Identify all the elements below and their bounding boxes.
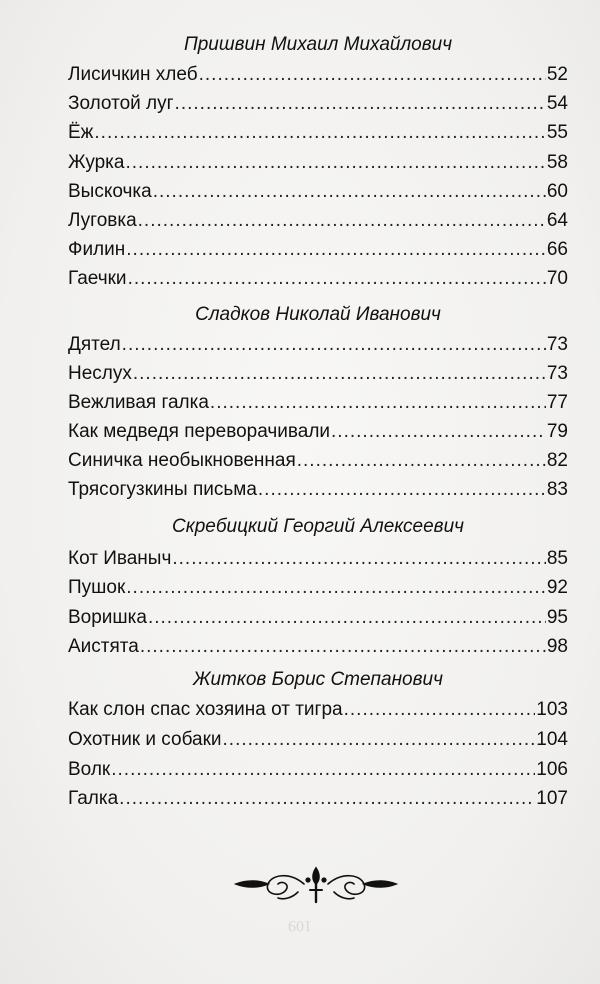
entry-title: Кот Иваныч — [68, 548, 172, 569]
toc-entry — [68, 332, 568, 356]
entry-page: 92 — [546, 577, 568, 598]
leader-dots — [122, 334, 546, 356]
author-heading: Пришвин Михаил Михайлович — [183, 34, 453, 55]
author-heading: Скребицкий Георгий Алексеевич — [172, 516, 464, 537]
toc-entry — [68, 179, 568, 203]
entry-page: 107 — [536, 788, 568, 809]
entry-page: 60 — [546, 181, 568, 202]
toc-entry — [68, 361, 568, 385]
entry-page: 64 — [546, 210, 568, 231]
toc-entry — [68, 266, 568, 290]
entry-title: Как слон спас хозяина от тигра — [68, 699, 343, 720]
entry-page: 58 — [546, 152, 568, 173]
entry-page: 83 — [546, 479, 568, 500]
entry-title: Филин — [68, 239, 126, 260]
toc-entry — [68, 91, 568, 115]
toc-entry — [68, 757, 568, 781]
leader-dots — [153, 181, 546, 203]
entry-page: 79 — [546, 421, 568, 442]
leader-dots — [119, 788, 535, 810]
entry-title: Синичка необыкновенная — [68, 450, 296, 471]
entry-title: Неслух — [68, 363, 132, 384]
toc-entry — [68, 575, 568, 599]
entry-title: Журка — [68, 152, 125, 173]
entry-title: Трясогузкины письма — [68, 479, 257, 500]
entry-title: Луговка — [68, 210, 137, 231]
entry-title: Дятел — [68, 334, 121, 355]
leader-dots — [94, 122, 545, 144]
toc-entry — [68, 208, 568, 232]
entry-title: Гаечки — [68, 268, 127, 289]
leader-dots — [126, 239, 546, 261]
flourish-ornament-icon — [228, 862, 404, 906]
page-number: 109 — [288, 917, 312, 934]
entry-title: Пушок — [68, 577, 126, 598]
entry-title: Золотой луг — [68, 93, 174, 114]
leader-dots — [258, 479, 546, 501]
entry-page: 70 — [546, 268, 568, 289]
entry-title: Волк — [68, 759, 111, 780]
leader-dots — [344, 699, 536, 721]
leader-dots — [125, 152, 545, 174]
entry-title: Ёж — [68, 122, 94, 143]
toc-entry — [68, 605, 568, 629]
author-heading: Житков Борис Степанович — [193, 669, 443, 690]
entry-page: 103 — [536, 699, 568, 720]
leader-dots — [148, 607, 546, 629]
entry-title: Вежливая галка — [68, 392, 209, 413]
entry-page: 73 — [546, 363, 568, 384]
entry-page: 106 — [536, 759, 568, 780]
toc-entry — [68, 727, 568, 751]
entry-title: Лисичкин хлеб — [68, 64, 198, 85]
entry-page: 77 — [546, 392, 568, 413]
entry-page: 73 — [546, 334, 568, 355]
leader-dots — [140, 636, 546, 658]
leader-dots — [175, 93, 546, 115]
leader-dots — [111, 759, 535, 781]
leader-dots — [133, 363, 546, 385]
toc-entry — [68, 419, 568, 443]
entry-title: Охотник и собаки — [68, 729, 222, 750]
toc-entry — [68, 120, 568, 144]
toc-entry — [68, 634, 568, 658]
leader-dots — [128, 268, 546, 290]
entry-title: Воришка — [68, 607, 147, 628]
leader-dots — [223, 729, 536, 751]
leader-dots — [199, 64, 546, 86]
entry-page: 98 — [546, 636, 568, 657]
entry-page: 104 — [536, 729, 568, 750]
entry-page: 66 — [546, 239, 568, 260]
leader-dots — [210, 392, 546, 414]
toc-entry — [68, 546, 568, 570]
entry-title: Выскочка — [68, 181, 152, 202]
toc-entry — [68, 697, 568, 721]
entry-title: Галка — [68, 788, 119, 809]
toc-entry — [68, 448, 568, 472]
entry-page: 85 — [546, 548, 568, 569]
toc-entry — [68, 150, 568, 174]
leader-dots — [172, 548, 546, 570]
leader-dots — [297, 450, 546, 472]
entry-page: 95 — [546, 607, 568, 628]
toc-entry — [68, 237, 568, 261]
entry-page: 82 — [546, 450, 568, 471]
leader-dots — [126, 577, 546, 599]
toc-entry — [68, 390, 568, 414]
leader-dots — [138, 210, 546, 232]
toc-entry — [68, 62, 568, 86]
leader-dots — [331, 421, 546, 443]
entry-title: Аистята — [68, 636, 139, 657]
entry-page: 54 — [546, 93, 568, 114]
entry-page: 55 — [546, 122, 568, 143]
entry-page: 52 — [546, 64, 568, 85]
toc-entry — [68, 786, 568, 810]
author-heading: Сладков Николай Иванович — [195, 304, 441, 325]
toc-entry — [68, 477, 568, 501]
entry-title: Как медведя переворачивали — [68, 421, 331, 442]
